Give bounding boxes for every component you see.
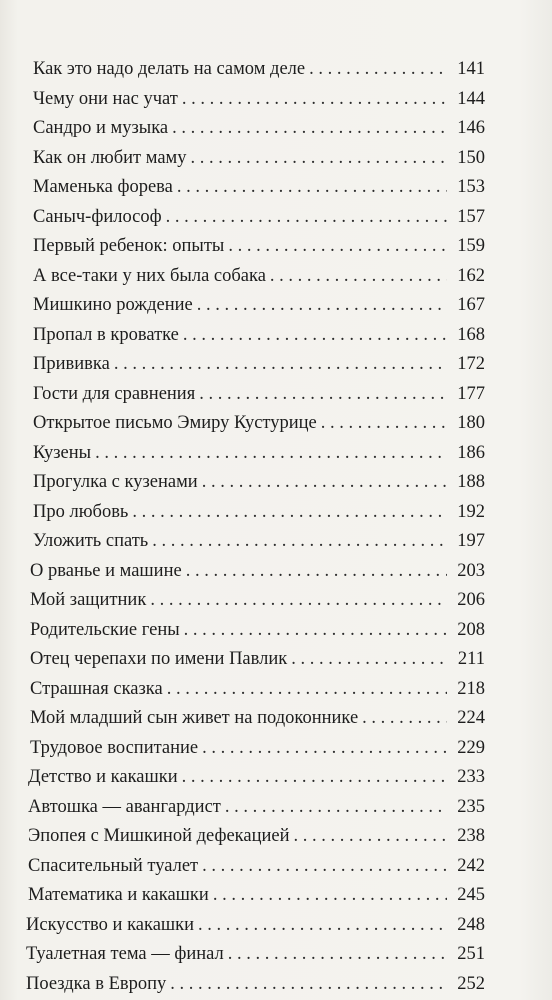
toc-entry-title: Саныч-философ xyxy=(33,206,162,227)
toc-entry-title: Первый ребенок: опыты xyxy=(33,236,225,256)
table-of-contents xyxy=(26,55,485,999)
toc-entry xyxy=(33,203,485,233)
toc-entry-page-number: 144 xyxy=(457,88,485,109)
toc-dot-leader xyxy=(270,262,447,292)
toc-entry-title: Мой защитник xyxy=(30,590,147,610)
toc-entry-page-number: 206 xyxy=(457,590,485,610)
toc-entry-page-number: 159 xyxy=(457,236,485,256)
toc-entry-page-number: 146 xyxy=(457,118,485,138)
toc-entry-page-number: 180 xyxy=(457,413,485,433)
toc-entry-page-number: 192 xyxy=(457,501,485,522)
toc-entry-page-number: 186 xyxy=(457,442,485,463)
toc-entry-page-number: 245 xyxy=(457,885,485,905)
toc-entry xyxy=(33,527,485,557)
toc-dot-leader xyxy=(166,203,447,233)
toc-dot-leader xyxy=(150,586,447,616)
toc-dot-leader xyxy=(225,793,447,823)
toc-entry-title: Уложить спать xyxy=(33,531,149,551)
toc-entry-page-number: 229 xyxy=(457,737,485,758)
toc-entry-title: Мой младший сын живет на подоконнике xyxy=(30,708,359,728)
toc-entry-title: Страшная сказка xyxy=(30,678,163,699)
toc-dot-leader xyxy=(293,822,447,852)
toc-dot-leader xyxy=(228,940,447,970)
toc-entry-page-number: 172 xyxy=(457,354,485,374)
toc-dot-leader xyxy=(184,616,447,646)
toc-entry xyxy=(33,498,485,528)
toc-entry xyxy=(33,114,485,144)
toc-entry-title: Как это надо делать на самом деле xyxy=(33,59,306,79)
toc-entry-title: Кузены xyxy=(33,442,92,463)
toc-entry-page-number: 188 xyxy=(457,472,485,492)
toc-entry-page-number: 242 xyxy=(457,855,485,876)
toc-entry xyxy=(30,675,485,705)
toc-entry-page-number: 168 xyxy=(457,324,485,345)
toc-entry-title: Эпопея с Мишкиной дефекацией xyxy=(28,826,290,846)
toc-entry-title: Прививка xyxy=(33,354,110,374)
toc-entry xyxy=(30,704,485,734)
toc-entry xyxy=(33,55,485,85)
toc-entry xyxy=(33,468,485,498)
toc-entry-title: Прогулка с кузенами xyxy=(33,472,198,492)
toc-entry xyxy=(33,380,485,410)
toc-entry-page-number: 177 xyxy=(457,383,485,404)
toc-entry-title: Про любовь xyxy=(33,501,129,522)
toc-entry xyxy=(33,321,485,351)
toc-dot-leader xyxy=(114,350,447,380)
toc-dot-leader xyxy=(152,527,447,557)
toc-entry xyxy=(33,409,485,439)
toc-entry xyxy=(33,439,485,469)
toc-entry-page-number: 167 xyxy=(457,295,485,315)
toc-entry-page-number: 150 xyxy=(457,147,485,168)
toc-dot-leader xyxy=(170,970,447,1000)
toc-entry-title: Поездка в Европу xyxy=(26,973,167,994)
toc-entry-title: Спасительный туалет xyxy=(28,855,199,876)
toc-entry-page-number: 162 xyxy=(457,265,485,286)
toc-entry xyxy=(33,350,485,380)
toc-entry-title: Автошка — авангардист xyxy=(28,796,221,817)
toc-entry-title: Сандро и музыка xyxy=(33,118,169,138)
toc-dot-leader xyxy=(291,645,447,675)
toc-entry xyxy=(26,940,485,970)
toc-entry-title: Отец черепахи по имени Павлик xyxy=(30,649,288,669)
toc-dot-leader xyxy=(191,144,447,174)
toc-dot-leader xyxy=(177,173,447,203)
toc-dot-leader xyxy=(167,675,447,705)
toc-dot-leader xyxy=(362,704,447,734)
toc-entry-title: Математика и какашки xyxy=(28,885,209,905)
toc-entry xyxy=(28,763,485,793)
toc-entry-title: Гости для сравнения xyxy=(33,383,196,404)
toc-entry-page-number: 211 xyxy=(457,649,485,669)
toc-entry xyxy=(33,291,485,321)
toc-entry-title: Открытое письмо Эмиру Кустурице xyxy=(33,413,317,433)
toc-entry xyxy=(28,852,485,882)
toc-entry-title: Туалетная тема — финал xyxy=(26,944,224,964)
toc-entry-title: Как он любит маму xyxy=(33,147,187,168)
toc-entry xyxy=(26,970,485,1000)
toc-entry-page-number: 208 xyxy=(457,619,485,640)
toc-entry-page-number: 235 xyxy=(457,796,485,817)
toc-entry-page-number: 203 xyxy=(457,560,485,581)
toc-entry-title: Родительские гены xyxy=(30,619,180,640)
toc-entry xyxy=(28,793,485,823)
toc-dot-leader xyxy=(309,55,447,85)
toc-entry-page-number: 233 xyxy=(457,767,485,787)
toc-dot-leader xyxy=(202,468,447,498)
toc-dot-leader xyxy=(202,734,447,764)
toc-dot-leader xyxy=(213,881,447,911)
toc-entry xyxy=(33,262,485,292)
toc-entry-title: Трудовое воспитание xyxy=(30,737,199,758)
toc-entry-page-number: 238 xyxy=(457,826,485,846)
toc-dot-leader xyxy=(172,114,447,144)
toc-entry-title: Мишкино рождение xyxy=(33,295,193,315)
toc-dot-leader xyxy=(95,439,447,469)
toc-entry xyxy=(30,557,485,587)
toc-dot-leader xyxy=(183,321,447,351)
toc-entry-page-number: 141 xyxy=(457,59,485,79)
toc-entry xyxy=(28,881,485,911)
toc-entry-title: Детство и какашки xyxy=(28,767,178,787)
toc-dot-leader xyxy=(186,557,447,587)
toc-entry-title: Чему они нас учат xyxy=(33,88,178,109)
toc-entry xyxy=(30,645,485,675)
toc-entry-page-number: 197 xyxy=(457,531,485,551)
toc-entry-title: Маменька форева xyxy=(33,177,173,197)
toc-entry-page-number: 157 xyxy=(457,206,485,227)
toc-entry xyxy=(33,144,485,174)
toc-entry-page-number: 248 xyxy=(457,914,485,935)
toc-entry xyxy=(33,232,485,262)
toc-entry-title: О рванье и машине xyxy=(30,560,182,581)
toc-entry xyxy=(30,616,485,646)
toc-dot-leader xyxy=(228,232,447,262)
toc-entry xyxy=(26,911,485,941)
toc-entry-page-number: 153 xyxy=(457,177,485,197)
toc-dot-leader xyxy=(199,380,447,410)
toc-entry-title: Искусство и какашки xyxy=(26,914,195,935)
toc-entry-title: Пропал в кроватке xyxy=(33,324,179,345)
toc-dot-leader xyxy=(132,498,447,528)
toc-entry-title: А все-таки у них была собака xyxy=(33,265,266,286)
toc-dot-leader xyxy=(321,409,447,439)
toc-entry-page-number: 218 xyxy=(457,678,485,699)
toc-dot-leader xyxy=(182,85,447,115)
toc-dot-leader xyxy=(198,911,447,941)
toc-entry xyxy=(30,734,485,764)
toc-entry-page-number: 251 xyxy=(457,944,485,964)
toc-entry-page-number: 252 xyxy=(457,973,485,994)
toc-entry xyxy=(28,822,485,852)
toc-entry xyxy=(33,85,485,115)
toc-entry xyxy=(30,586,485,616)
toc-dot-leader xyxy=(202,852,447,882)
toc-dot-leader xyxy=(197,291,447,321)
toc-entry-page-number: 224 xyxy=(457,708,485,728)
toc-dot-leader xyxy=(182,763,447,793)
toc-entry xyxy=(33,173,485,203)
